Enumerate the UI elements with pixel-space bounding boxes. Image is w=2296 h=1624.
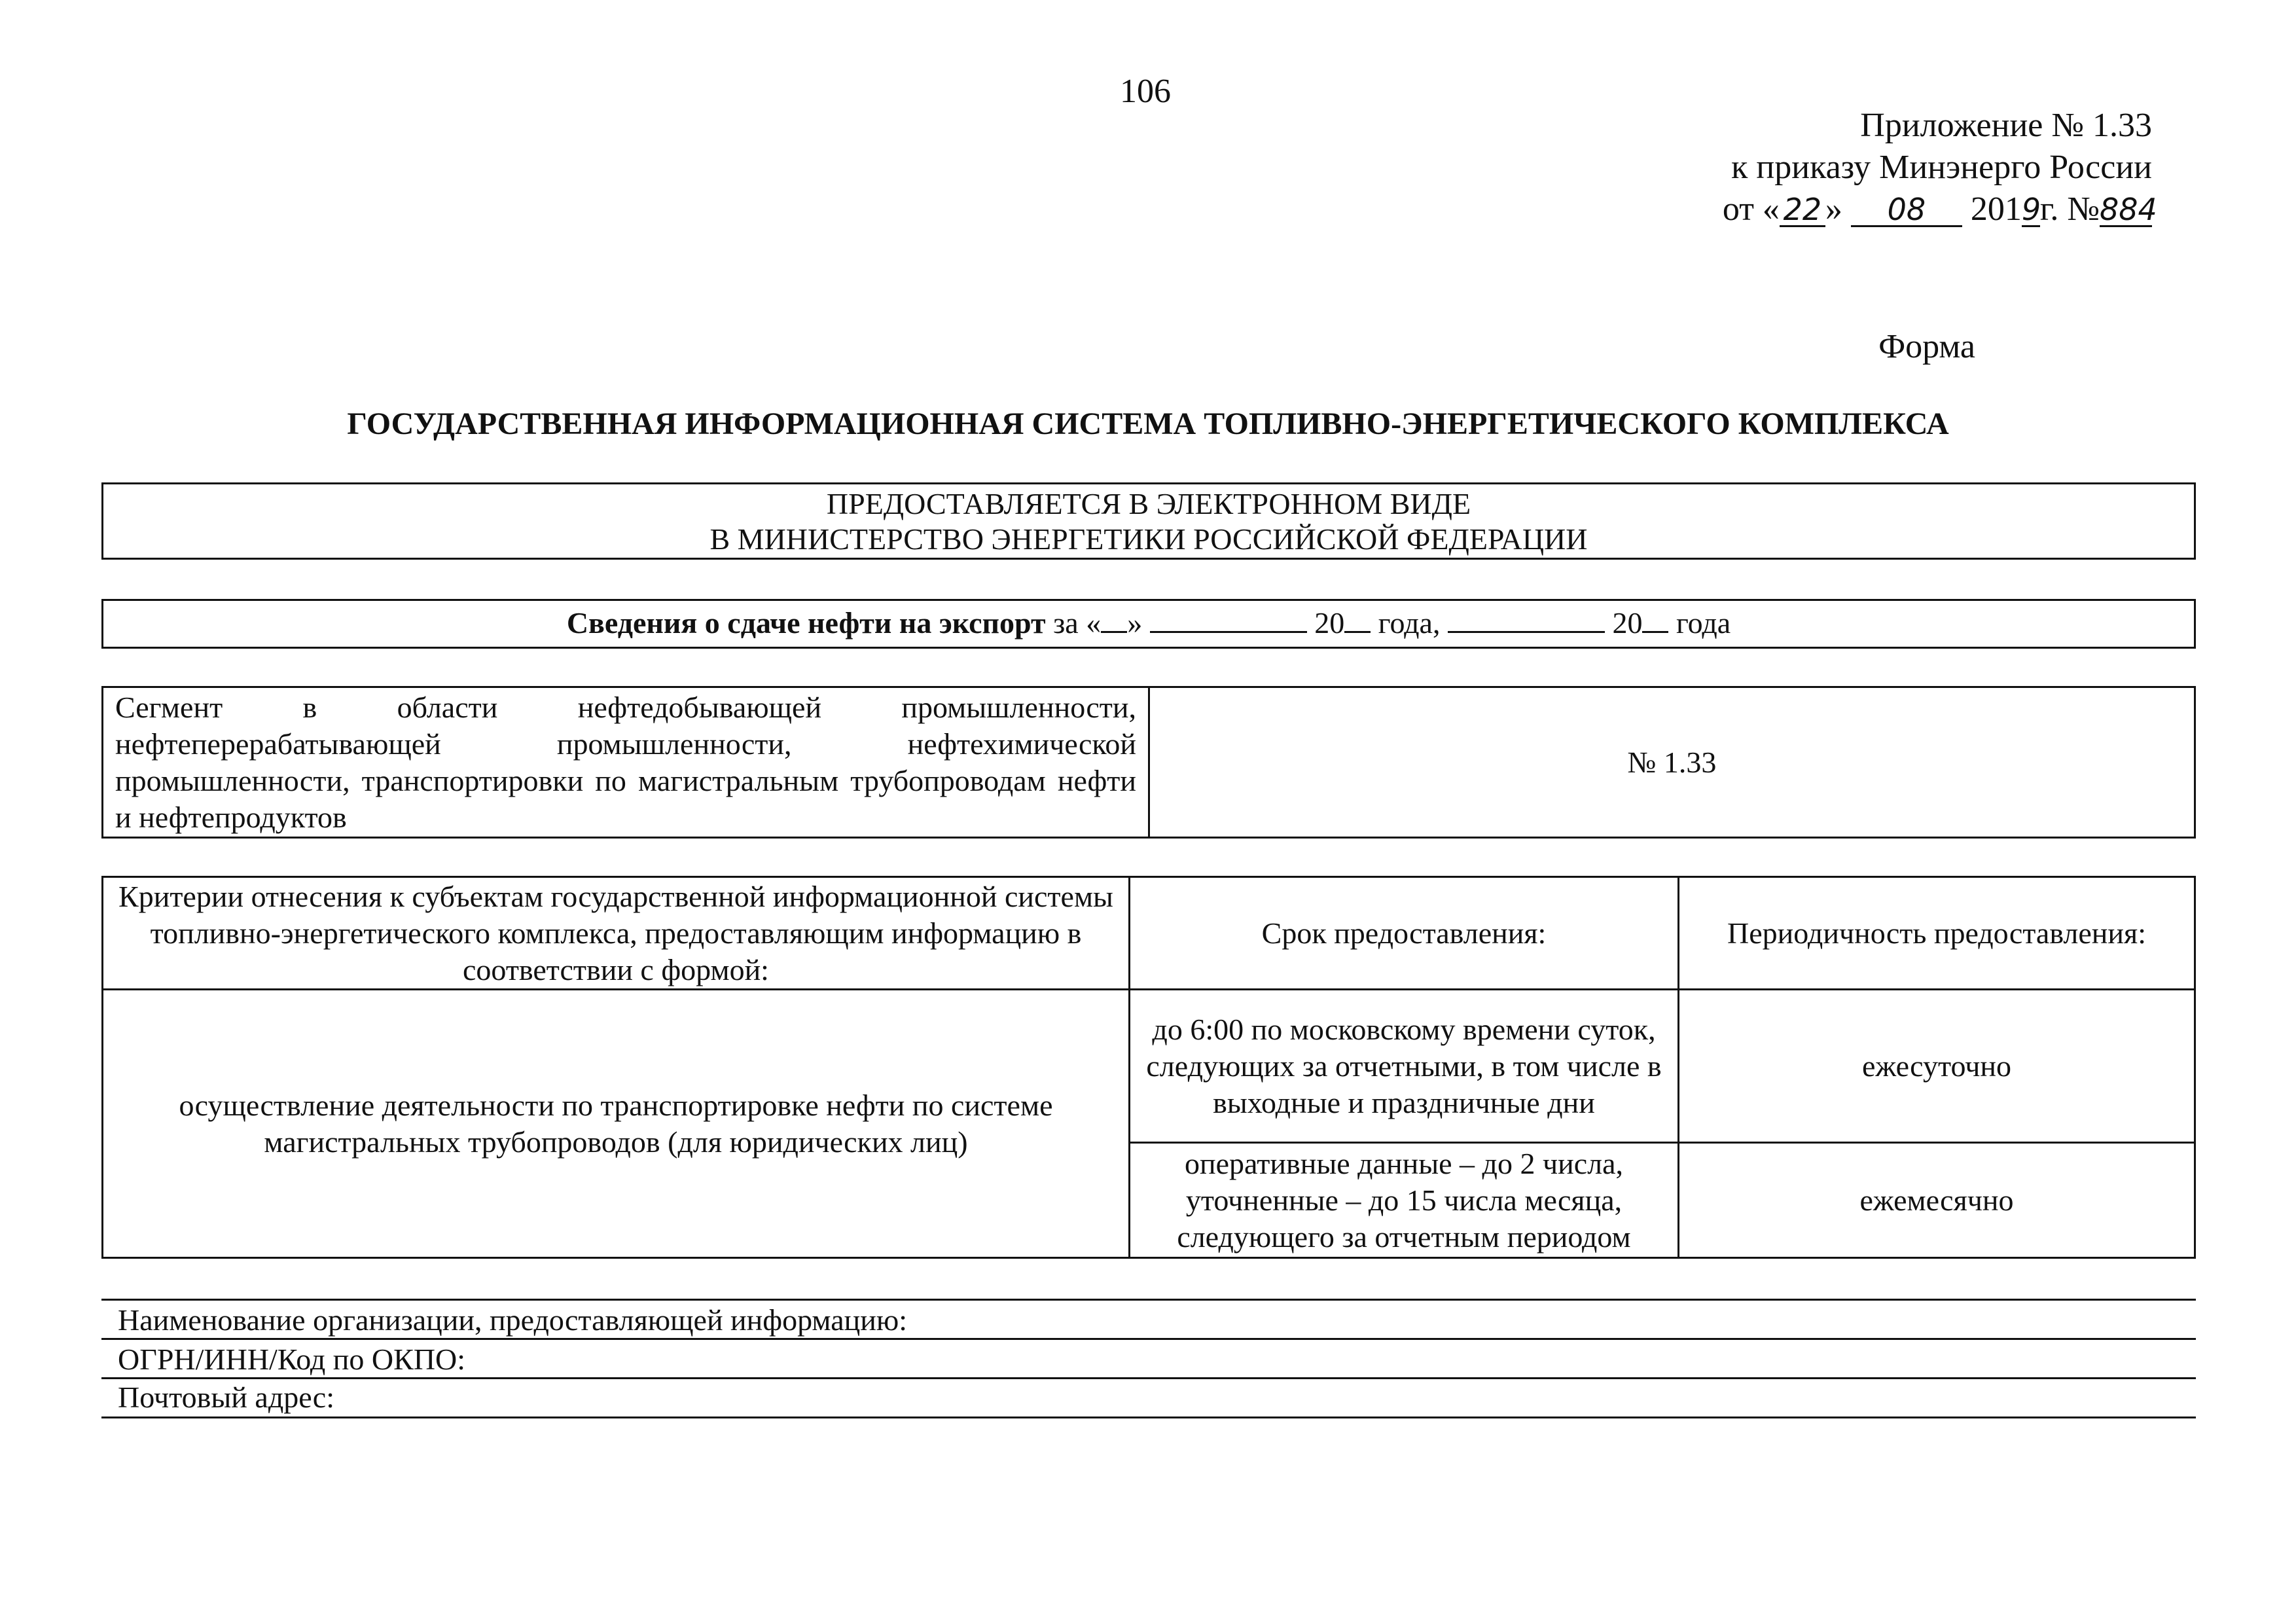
segment-text: Сегмент в области нефтедобывающей промышленности, нефтеперерабатывающей промышленности, нефтехимической промышленности, транспортировки по магистральным трубопроводам нефти и нефтепродуктов <box>103 687 1149 838</box>
segment-number: № 1.33 <box>1149 687 2195 838</box>
year-suffix: г. № <box>2039 190 2100 228</box>
submission-line-1: ПРЕДОСТАВЛЯЕТСЯ В ЭЛЕКТРОННОМ ВИДЕ <box>826 487 1471 520</box>
year-word-2: года <box>1676 606 1731 640</box>
date-quote-close: » <box>1825 190 1842 228</box>
year-digit-handwritten: 9 <box>2021 192 2041 227</box>
year-prefix: 201 <box>1970 190 2022 228</box>
form-label: Форма <box>1878 328 1975 365</box>
page-number: 106 <box>1120 73 1171 110</box>
date-prefix: от « <box>1722 190 1780 228</box>
period-daily: ежесуточно <box>1679 990 2195 1143</box>
footer-divider <box>101 1299 2196 1301</box>
footer-divider <box>101 1416 2196 1418</box>
org-name-label: Наименование организации, предоставляющей информацию: <box>118 1303 907 1337</box>
period-monthly: ежемесячно <box>1679 1143 2195 1258</box>
criterion-text: осуществление деятельности по транспортировке нефти по системе магистральных трубопроводов (для юридических лиц) <box>103 990 1130 1258</box>
deadline-daily: до 6:00 по московскому времени суток, следующих за отчетными, в том числе в выходные и праздничные дни <box>1130 990 1679 1143</box>
year-label-2: 20 <box>1612 606 1643 640</box>
header-criteria: Критерии отнесения к субъектам государственной информационной системы топливно-энергетического комплекса, предоставляющим информацию в соответствии с формой: <box>103 877 1130 990</box>
year-word-1: года, <box>1378 606 1441 640</box>
year-blank-1 <box>1344 606 1371 633</box>
report-za: за « <box>1045 606 1102 640</box>
appendix-date-line <box>1722 189 2157 230</box>
report-close: » <box>1127 606 1143 640</box>
table-header-row <box>103 877 2195 990</box>
order-number-handwritten: 884 <box>2100 192 2157 227</box>
header-deadline: Срок предоставления: <box>1130 877 1679 990</box>
deadline-monthly: оперативные данные – до 2 числа, уточненные – до 15 числа месяца, следующего за отчетным периодом <box>1130 1143 1679 1258</box>
month-blank-1 <box>1150 606 1307 633</box>
document-title: ГОСУДАРСТВЕННАЯ ИНФОРМАЦИОННАЯ СИСТЕМА ТОПЛИВНО-ЭНЕРГЕТИЧЕСКОГО КОМПЛЕКСА <box>347 406 1949 441</box>
footer-divider <box>101 1338 2196 1340</box>
table-row <box>103 990 2195 1143</box>
postal-address-label: Почтовый адрес: <box>118 1380 334 1414</box>
report-title: Сведения о сдаче нефти на экспорт <box>566 606 1046 640</box>
submission-box <box>101 482 2196 560</box>
month-blank-2 <box>1448 606 1605 633</box>
ogrn-label: ОГРН/ИНН/Код по ОКПО: <box>118 1343 466 1376</box>
report-period-box <box>101 599 2196 649</box>
submission-line-2: В МИНИСТЕРСТВО ЭНЕРГЕТИКИ РОССИЙСКОЙ ФЕДЕРАЦИИ <box>709 522 1588 556</box>
segment-table <box>101 686 2196 839</box>
appendix-title: Приложение № 1.33 <box>1860 107 2152 144</box>
appendix-order: к приказу Минэнерго России <box>1731 149 2152 186</box>
date-day-handwritten: 22 <box>1780 194 1825 227</box>
criteria-table <box>101 876 2196 1259</box>
day-blank <box>1101 606 1127 633</box>
footer-divider <box>101 1377 2196 1379</box>
year-label-1: 20 <box>1314 606 1345 640</box>
header-periodicity: Периодичность предоставления: <box>1679 877 2195 990</box>
year-blank-2 <box>1642 606 1668 633</box>
date-month-handwritten: 08 <box>1851 194 1962 227</box>
table-row <box>103 687 2195 838</box>
appendix-reference <box>1722 105 2157 230</box>
